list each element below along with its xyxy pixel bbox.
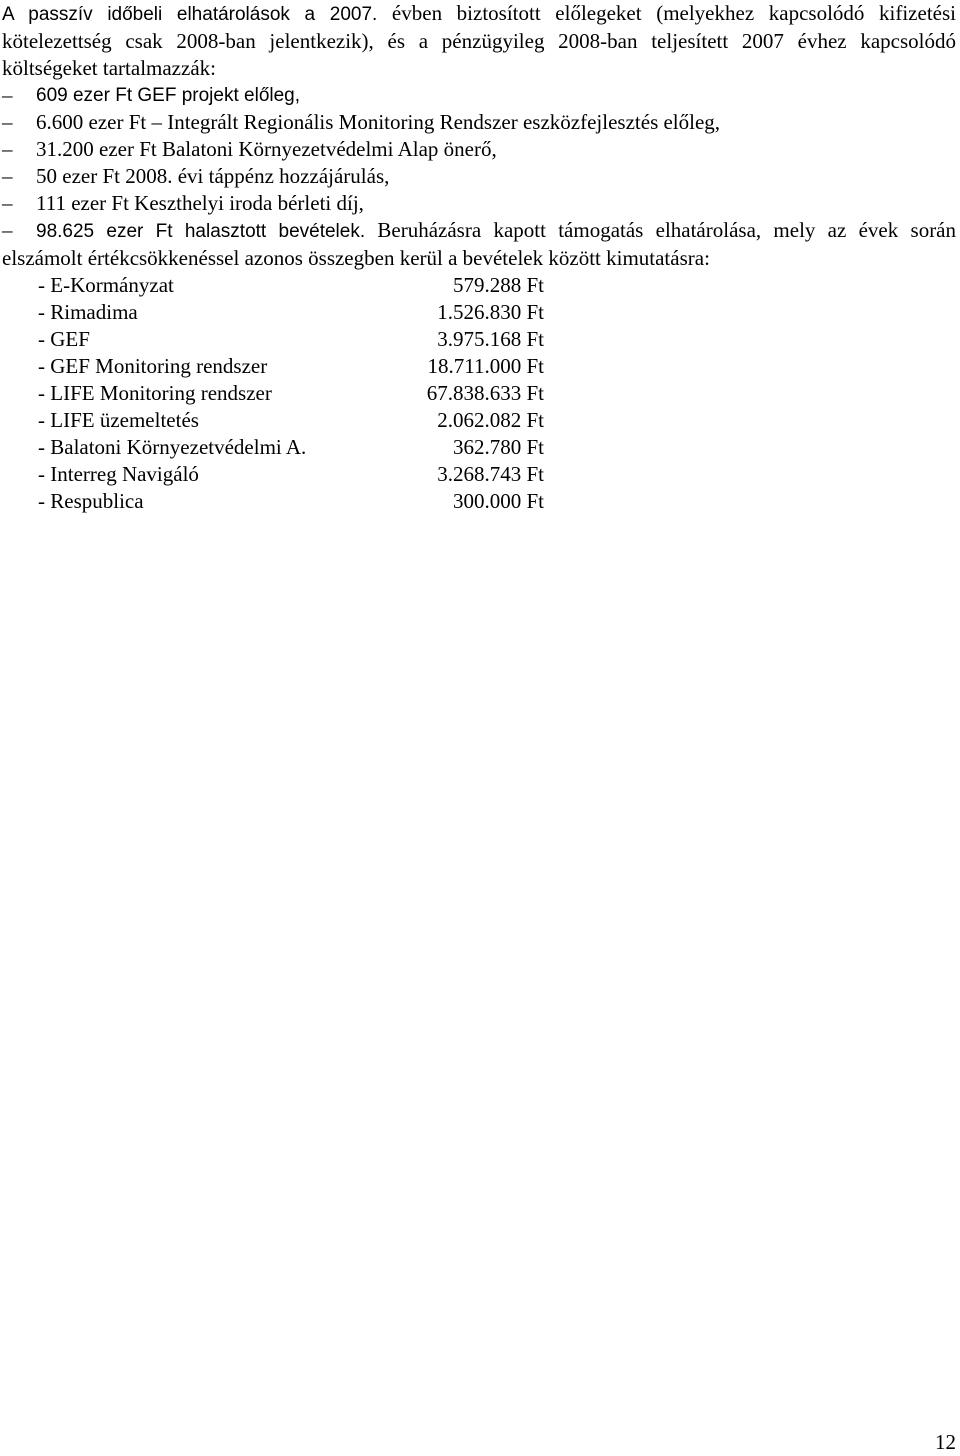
dash-bullet: – — [2, 110, 13, 134]
table-row — [2, 353, 956, 380]
list-item — [2, 163, 956, 190]
table-row — [2, 326, 956, 353]
table-row — [2, 488, 956, 515]
list-item — [2, 136, 956, 163]
support-amount: 18.711.000 Ft — [427, 354, 544, 378]
table-row — [2, 299, 956, 326]
list-item — [2, 190, 956, 217]
support-name: - GEF — [38, 327, 90, 351]
list-item — [2, 109, 956, 136]
deferred-revenue-rest: Beruházásra kapott támogatás elhatárolása, mely az évek során elszámolt értékcsökkenéssel azonos összegben kerül a bevételek között kimutatásra: — [2, 218, 957, 270]
intro-paragraph — [2, 0, 956, 82]
table-row — [2, 461, 956, 488]
support-amount: 2.062.082 Ft — [437, 408, 544, 432]
table-row — [2, 434, 956, 461]
intro-text: évben biztosított előlegeket (melyekhez kapcsolódó kifizetési kötelezettség csak 2008-ban jelentkezik), és a pénzügyileg 2008-ban teljesített 2007 évhez kapcsolódó költségeket tartalmazzák: — [2, 1, 956, 80]
support-name: - GEF Monitoring rendszer — [38, 354, 268, 378]
deferred-items-list — [2, 82, 956, 272]
intro-lead: A passzív időbeli elhatárolások a 2007. — [2, 4, 378, 25]
dash-bullet: – — [2, 83, 13, 107]
table-row — [2, 407, 956, 434]
support-amount: 1.526.830 Ft — [437, 300, 544, 324]
dash-bullet: – — [2, 137, 13, 161]
support-amount: 579.288 Ft — [452, 273, 544, 297]
support-name: - Balatoni Környezetvédelmi A. — [38, 435, 307, 459]
dash-bullet: – — [2, 218, 13, 242]
page-number: 12 — [935, 1430, 956, 1454]
dash-bullet: – — [2, 164, 13, 188]
deferred-revenue-text — [2, 217, 956, 272]
list-item-text: 609 ezer Ft GEF projekt előleg, — [36, 85, 301, 106]
dash-bullet: – — [2, 191, 13, 215]
support-amount: 300.000 Ft — [452, 489, 544, 513]
deferred-revenue-lead: 98.625 ezer Ft halasztott bevételek. — [36, 221, 366, 242]
list-item-text: 6.600 ezer Ft – Integrált Regionális Monitoring Rendszer eszközfejlesztés előleg, — [36, 110, 721, 134]
support-amount: 362.780 Ft — [452, 435, 544, 459]
table-row — [2, 272, 956, 299]
list-item-text: 50 ezer Ft 2008. évi táppénz hozzájárulás, — [36, 164, 390, 188]
support-name: - Rimadima — [38, 300, 138, 324]
table-row — [2, 380, 956, 407]
list-item — [2, 82, 956, 109]
support-name: - LIFE üzemeltetés — [38, 408, 199, 432]
support-amount: 67.838.633 Ft — [426, 381, 544, 405]
list-item-text: 31.200 ezer Ft Balatoni Környezetvédelmi Alap önerő, — [36, 137, 497, 161]
support-amounts-table — [2, 272, 956, 515]
list-item-text: 111 ezer Ft Keszthelyi iroda bérleti díj, — [36, 191, 364, 215]
support-name: - Respublica — [38, 489, 144, 513]
page-content — [2, 0, 956, 515]
list-item-deferred-revenue — [2, 217, 956, 272]
support-amount: 3.975.168 Ft — [437, 327, 544, 351]
support-name: - E-Kormányzat — [38, 273, 174, 297]
support-name: - LIFE Monitoring rendszer — [38, 381, 272, 405]
support-name: - Interreg Navigáló — [38, 462, 199, 486]
support-amount: 3.268.743 Ft — [437, 462, 544, 486]
